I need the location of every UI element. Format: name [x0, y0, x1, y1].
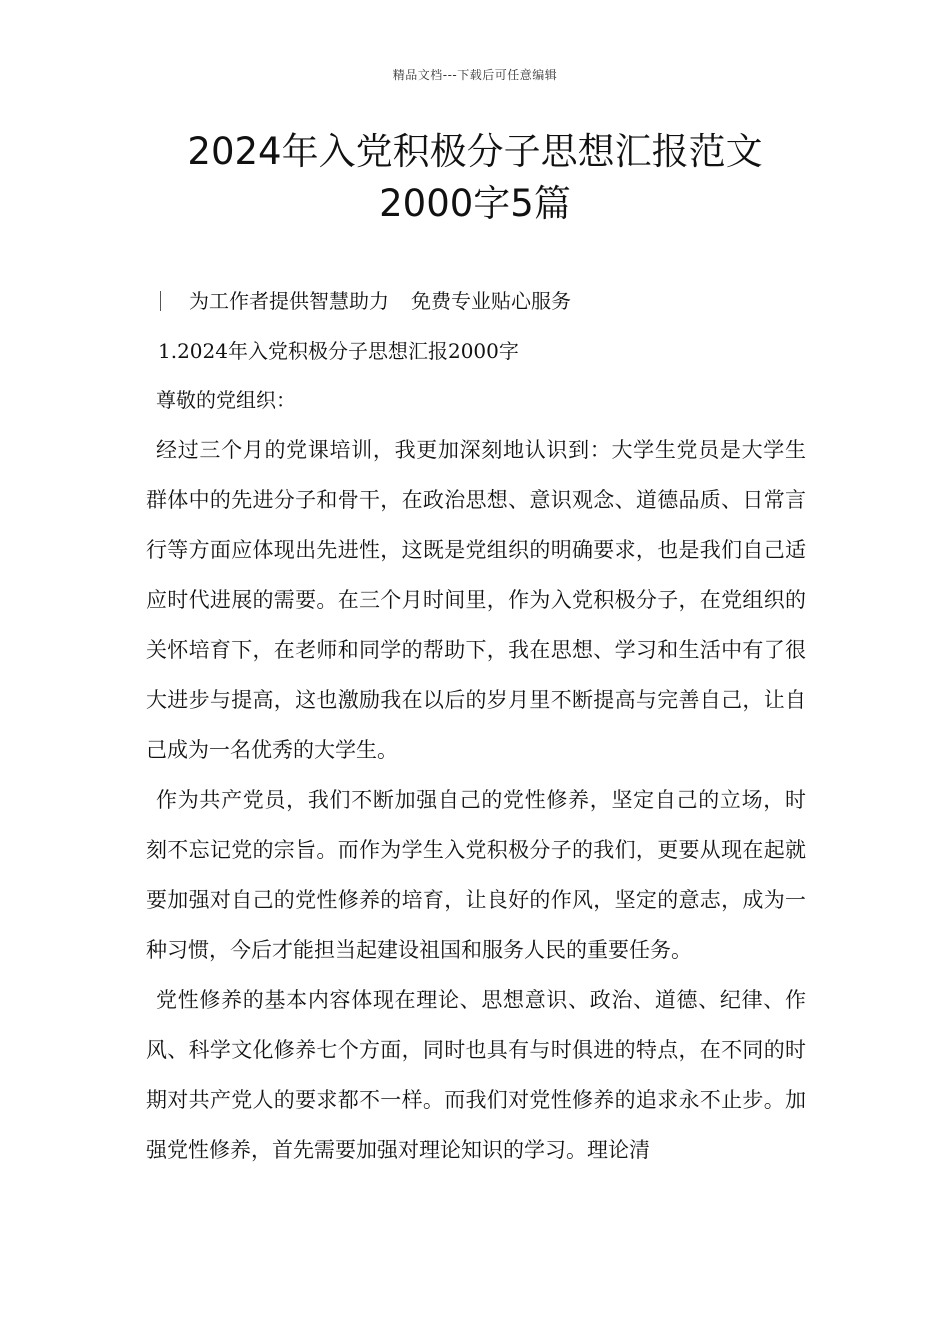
section-heading: 1.2024年入党积极分子思想汇报2000字 — [158, 339, 519, 363]
document-title — [120, 126, 830, 230]
tagline-part-1: 为工作者提供智慧助力 — [189, 289, 389, 313]
title-line-2: 2000字5篇 — [379, 182, 571, 225]
tagline-part-2: 免费专业贴心服务 — [411, 289, 571, 313]
tagline — [150, 286, 571, 316]
document-body — [146, 425, 806, 1175]
tagline-divider — [160, 291, 161, 311]
salutation: 尊敬的党组织： — [156, 388, 296, 412]
paragraph-2: 作为共产党员，我们不断加强自己的党性修养，坚定自己的立场，时刻不忘记党的宗旨。而作为学生入党积极分子的我们，更要从现在起就要加强对自己的党性修养的培育，让良好的作风，坚定的意志，成为一种习惯，今后才能担当起建设祖国和服务人民的重要任务。 — [146, 788, 806, 962]
title-line-1: 2024年入党积极分子思想汇报范文 — [187, 130, 763, 173]
paragraph-1: 经过三个月的党课培训，我更加深刻地认识到：大学生党员是大学生群体中的先进分子和骨干，在政治思想、意识观念、道德品质、日常言行等方面应体现出先进性，这既是党组织的明确要求，也是我们自己适应时代进展的需要。在三个月时间里，作为入党积极分子，在党组织的关怀培育下，在老师和同学的帮助下，我在思想、学习和生活中有了很大进步与提高，这也激励我在以后的岁月里不断提高与完善自己，让自己成为一名优秀的大学生。 — [146, 438, 806, 762]
header-note: 精品文档---下载后可任意编辑 — [392, 68, 558, 82]
paragraph-3: 党性修养的基本内容体现在理论、思想意识、政治、道德、纪律、作风、科学文化修养七个方面，同时也具有与时俱进的特点，在不同的时期对共产党人的要求都不一样。而我们对党性修养的追求永不止步。加强党性修养，首先需要加强对理论知识的学习。理论清 — [146, 988, 806, 1162]
